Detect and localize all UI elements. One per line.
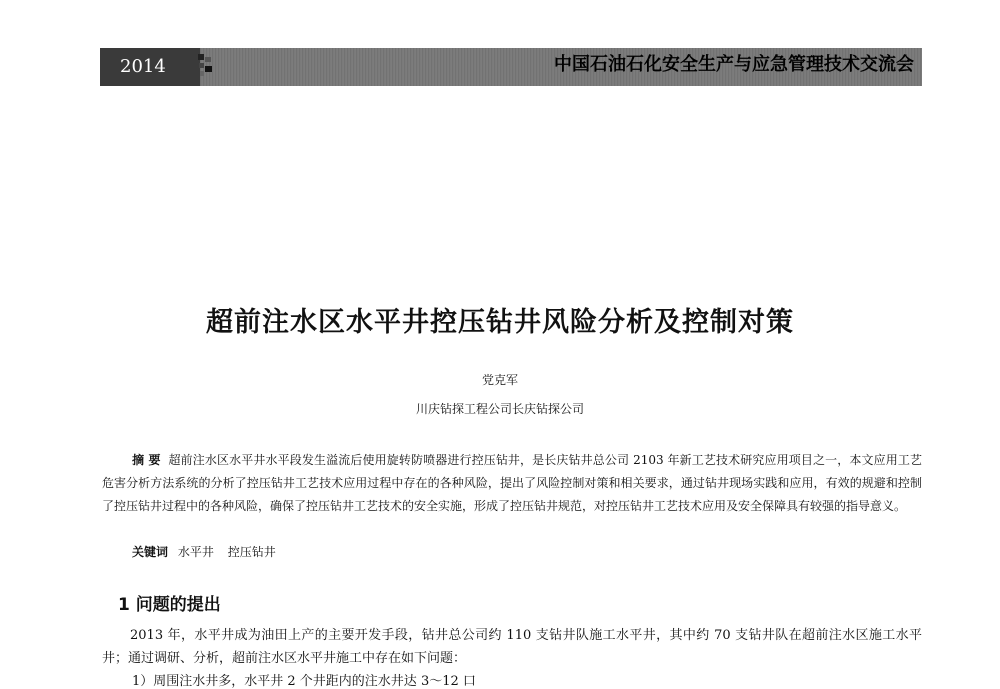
keywords-line xyxy=(132,543,286,560)
paper-author: 党克军 xyxy=(481,373,518,387)
keywords-label: 关键词 xyxy=(132,545,169,559)
paper-affiliation: 川庆钻探工程公司长庆钻探公司 xyxy=(415,402,584,416)
abstract-label: 摘 要 xyxy=(132,453,161,467)
abstract-text: 超前注水区水平井水平段发生溢流后使用旋转防喷器进行控压钻井，是长庆钻井总公司 2103 年新工艺技术研究应用项目之一，本文应用工艺危害分析方法系统的分析了控压钻井工艺技术应用过程中存在的各种风险，提出了风险控制对策和相关要求，通过钻井现场实践和应用，有效的规避和控制了控压钻井过程中的各种风险，确保了控压钻井工艺技术的安全实施，形成了控压钻井规范，对控压钻井工艺技术应用及安全保障具有较强的指导意义。 xyxy=(102,453,922,513)
keyword-item: 水平井 xyxy=(177,545,214,559)
conference-year: 2014 xyxy=(120,56,166,77)
section-heading: 1 问题的提出 xyxy=(118,595,221,615)
abstract-block xyxy=(102,449,922,518)
section-paragraph: 2013 年，水平井成为油田上产的主要开发手段，钻井总公司约 110 支钻井队施工水平井，其中约 70 支钻井队在超前注水区施工水平井；通过调研、分析，超前注水区水平井施工中存在如下问题： xyxy=(102,628,922,666)
keyword-item: 控压钻井 xyxy=(227,545,276,559)
list-item: 1）周围注水井多，水平井 2 个井距内的注水井达 3～12 口 xyxy=(132,674,476,689)
paper-title: 超前注水区水平井控压钻井风险分析及控制对策 xyxy=(206,307,794,338)
conference-logo-icon xyxy=(196,52,214,78)
conference-title: 中国石油石化安全生产与应急管理技术交流会 xyxy=(554,54,914,75)
